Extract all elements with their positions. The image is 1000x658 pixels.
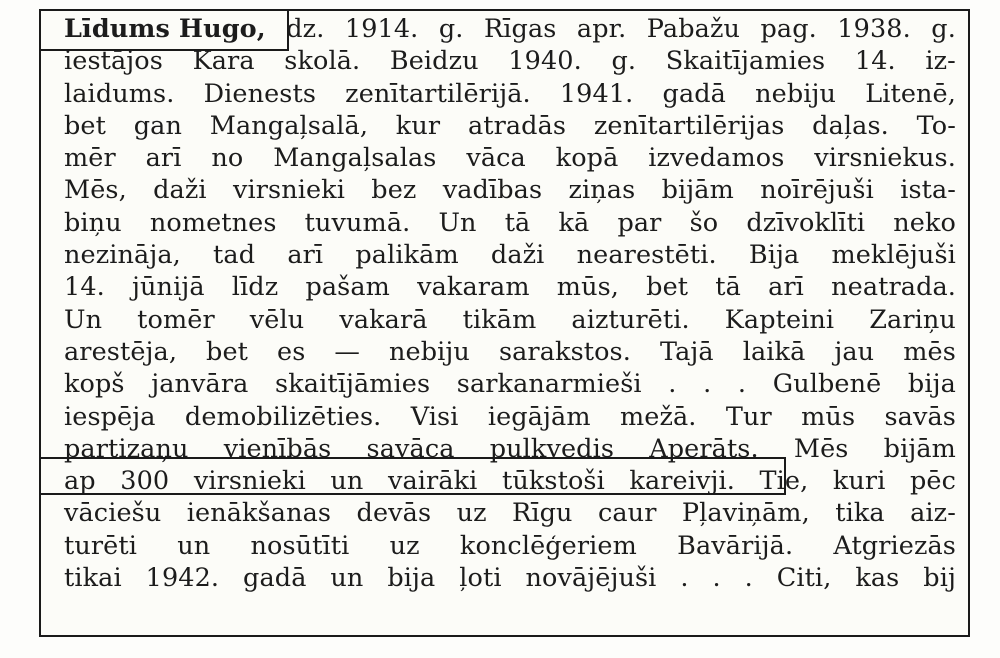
word: arestēja, — [64, 336, 178, 367]
word: tikām — [462, 304, 537, 335]
word: bija — [387, 563, 436, 594]
word: Mēs, — [64, 175, 127, 206]
word: iestājos — [64, 46, 163, 77]
word: konclēģeriem — [459, 530, 637, 561]
word: vadības — [442, 175, 543, 206]
word: tā — [504, 207, 531, 238]
word: Atgriezās — [833, 530, 956, 561]
word: zenītartilērijā. — [345, 78, 531, 109]
word: virsniekus. — [814, 143, 956, 174]
text-line — [64, 401, 956, 433]
word: sarakstos. — [498, 336, 631, 367]
word: laikā — [742, 336, 806, 367]
text-line — [64, 562, 956, 594]
text-line — [64, 497, 956, 529]
word: pag. — [760, 14, 817, 44]
word: Pabažu — [646, 14, 740, 44]
word: nosūtīti — [250, 530, 350, 561]
word: Rīgas — [483, 14, 557, 44]
word: bet — [64, 110, 106, 141]
word: vienībās — [223, 433, 332, 464]
word: gan — [133, 110, 182, 141]
word: bijām — [883, 433, 956, 464]
word: Kara — [192, 46, 255, 77]
word: tikai — [64, 563, 122, 594]
word: Un — [64, 304, 103, 335]
word: skolā. — [284, 46, 361, 77]
word: 14. — [854, 46, 896, 77]
word: 1938. — [837, 14, 911, 44]
word: bet — [206, 336, 248, 367]
word: es — [277, 336, 306, 367]
partisan-highlight-box — [39, 457, 786, 495]
word: Tur — [725, 401, 772, 432]
text-line — [64, 336, 956, 368]
word: bez — [371, 175, 417, 206]
word: bij — [923, 563, 956, 594]
word: kareivji. — [629, 466, 735, 497]
word: Skaitījamies — [665, 46, 826, 77]
word: tika — [835, 498, 885, 529]
word: To- — [916, 110, 956, 141]
word: nebiju — [389, 336, 470, 367]
word: . — [668, 369, 677, 400]
word: Bavārijā. — [677, 530, 794, 561]
word: demobilizēties. — [184, 401, 382, 432]
word: daži — [490, 240, 545, 271]
word: 300 — [120, 466, 170, 497]
word: bija — [907, 369, 956, 400]
text-line — [64, 271, 956, 303]
word: iespēja — [64, 401, 156, 432]
word: partizaņu — [64, 433, 189, 464]
word: zenītartilērijas — [593, 110, 785, 141]
word: Aperāts. — [649, 433, 759, 464]
word: uz — [389, 530, 420, 561]
word: neatrada. — [831, 272, 956, 303]
word: sarkanarmieši — [456, 369, 642, 400]
word: pēc — [910, 466, 956, 497]
word: pulkvedis — [489, 433, 615, 464]
word: nometnes — [149, 207, 277, 238]
word: Zariņu — [869, 304, 956, 335]
text-line — [64, 304, 956, 336]
word: Rīgu — [512, 498, 573, 529]
word: savāca — [366, 433, 455, 464]
word: Tie, — [759, 466, 809, 497]
word: 1942. — [145, 563, 220, 594]
word: kur — [395, 110, 441, 141]
word: un — [330, 466, 364, 497]
word: Visi — [410, 401, 459, 432]
word: Dienests — [203, 78, 317, 109]
text-line — [64, 78, 956, 110]
word: gadā — [243, 563, 307, 594]
word: vakarā — [339, 304, 428, 335]
word: gadā — [662, 78, 726, 109]
word: ziņas — [568, 175, 636, 206]
word: . — [744, 563, 753, 594]
word: nezināja, — [64, 240, 181, 271]
name-highlight-box — [39, 9, 289, 51]
word: ienākšanas — [186, 498, 332, 529]
word: palikām — [355, 240, 459, 271]
word: 14. — [64, 272, 105, 303]
word: . — [712, 563, 721, 594]
text-line — [64, 530, 956, 562]
word: novājējuši — [525, 563, 657, 594]
text-line — [64, 174, 956, 206]
word: g. — [438, 14, 464, 44]
word: mūs — [801, 401, 856, 432]
word: Bija — [748, 240, 800, 271]
word: līdz — [231, 272, 279, 303]
word: tā — [715, 272, 741, 303]
word: ļoti — [459, 563, 502, 594]
word: kas — [855, 563, 900, 594]
word: 1940. — [508, 46, 582, 77]
word: atradās — [467, 110, 567, 141]
word: bet — [646, 272, 689, 303]
text-line — [64, 207, 956, 239]
word: dzīvoklīti — [746, 207, 866, 238]
word: ap — [64, 466, 96, 497]
document-text — [64, 13, 956, 594]
word: g. — [611, 46, 637, 77]
word: ista- — [900, 175, 956, 206]
word: no — [211, 143, 244, 174]
word: Pļaviņām, — [681, 498, 810, 529]
word: aizturēti. — [571, 304, 690, 335]
word: 1941. — [559, 78, 634, 109]
word: nebiju — [755, 78, 837, 109]
word: mēs — [903, 336, 956, 367]
word: . — [737, 369, 747, 400]
word: Un — [438, 207, 477, 238]
word: arī — [145, 143, 182, 174]
word: biņu — [64, 207, 122, 238]
word: daļas. — [812, 110, 889, 141]
word: noīrējuši — [760, 175, 874, 206]
word: devās — [356, 498, 432, 529]
word: jūnijā — [132, 272, 205, 303]
word: iz- — [925, 46, 956, 77]
word: kopā — [555, 143, 619, 174]
word: kā — [558, 207, 590, 238]
word: mežā. — [619, 401, 697, 432]
word: vāca — [466, 143, 526, 174]
word: un — [330, 563, 364, 594]
word: turēti — [64, 530, 137, 561]
word: virsnieki — [193, 466, 306, 497]
word: savās — [884, 401, 956, 432]
word: uz — [456, 498, 487, 529]
word: 1914. — [344, 14, 419, 44]
word: arī — [768, 272, 804, 303]
word: vakaram — [417, 272, 530, 303]
word: un — [177, 530, 211, 561]
word: pašam — [305, 272, 390, 303]
word: virsnieki — [232, 175, 345, 206]
word: tomēr — [137, 304, 215, 335]
word: mēr — [64, 143, 116, 174]
word: tad — [213, 240, 256, 271]
word: daži — [153, 175, 207, 206]
word: Litenē, — [865, 78, 956, 109]
word: Mēs — [793, 433, 849, 464]
word: caur — [597, 498, 657, 529]
word: kopš — [64, 369, 125, 400]
word: aiz- — [910, 498, 956, 529]
person-name: Līdums Hugo, — [64, 14, 266, 44]
word: tūkstoši — [501, 466, 605, 497]
word: dz. — [286, 14, 325, 44]
word: kuri — [832, 466, 886, 497]
word: apr. — [576, 14, 627, 44]
word: . — [703, 369, 712, 400]
word: janvāra — [151, 369, 249, 400]
word: nearestēti. — [576, 240, 717, 271]
word: g. — [931, 14, 956, 44]
word: tuvumā. — [304, 207, 411, 238]
word: par — [617, 207, 662, 238]
word: jau — [834, 336, 875, 367]
word: mūs, — [556, 272, 619, 303]
word: — — [334, 336, 360, 367]
text-line — [64, 110, 956, 142]
word: Citi, — [776, 563, 832, 594]
text-line — [64, 142, 956, 174]
word: Gulbenē — [772, 369, 882, 400]
word: šo — [689, 207, 719, 238]
word: vāciešu — [64, 498, 162, 529]
word: Beidzu — [389, 46, 479, 77]
word: skaitījāmies — [275, 369, 431, 400]
word: bijām — [661, 175, 734, 206]
word: meklējuši — [831, 240, 956, 271]
word: . — [680, 563, 689, 594]
word: Kapteini — [724, 304, 835, 335]
word: vēlu — [249, 304, 305, 335]
word: neko — [893, 207, 956, 238]
word: iegājām — [487, 401, 591, 432]
word: Mangaļsalas — [273, 143, 437, 174]
text-line — [64, 239, 956, 271]
word: Tajā — [659, 336, 714, 367]
word: laidums. — [64, 78, 175, 109]
word: vairāki — [387, 466, 478, 497]
word: arī — [287, 240, 324, 271]
text-line — [64, 368, 956, 400]
word: izvedamos — [648, 143, 785, 174]
word: Mangaļsalā, — [209, 110, 369, 141]
